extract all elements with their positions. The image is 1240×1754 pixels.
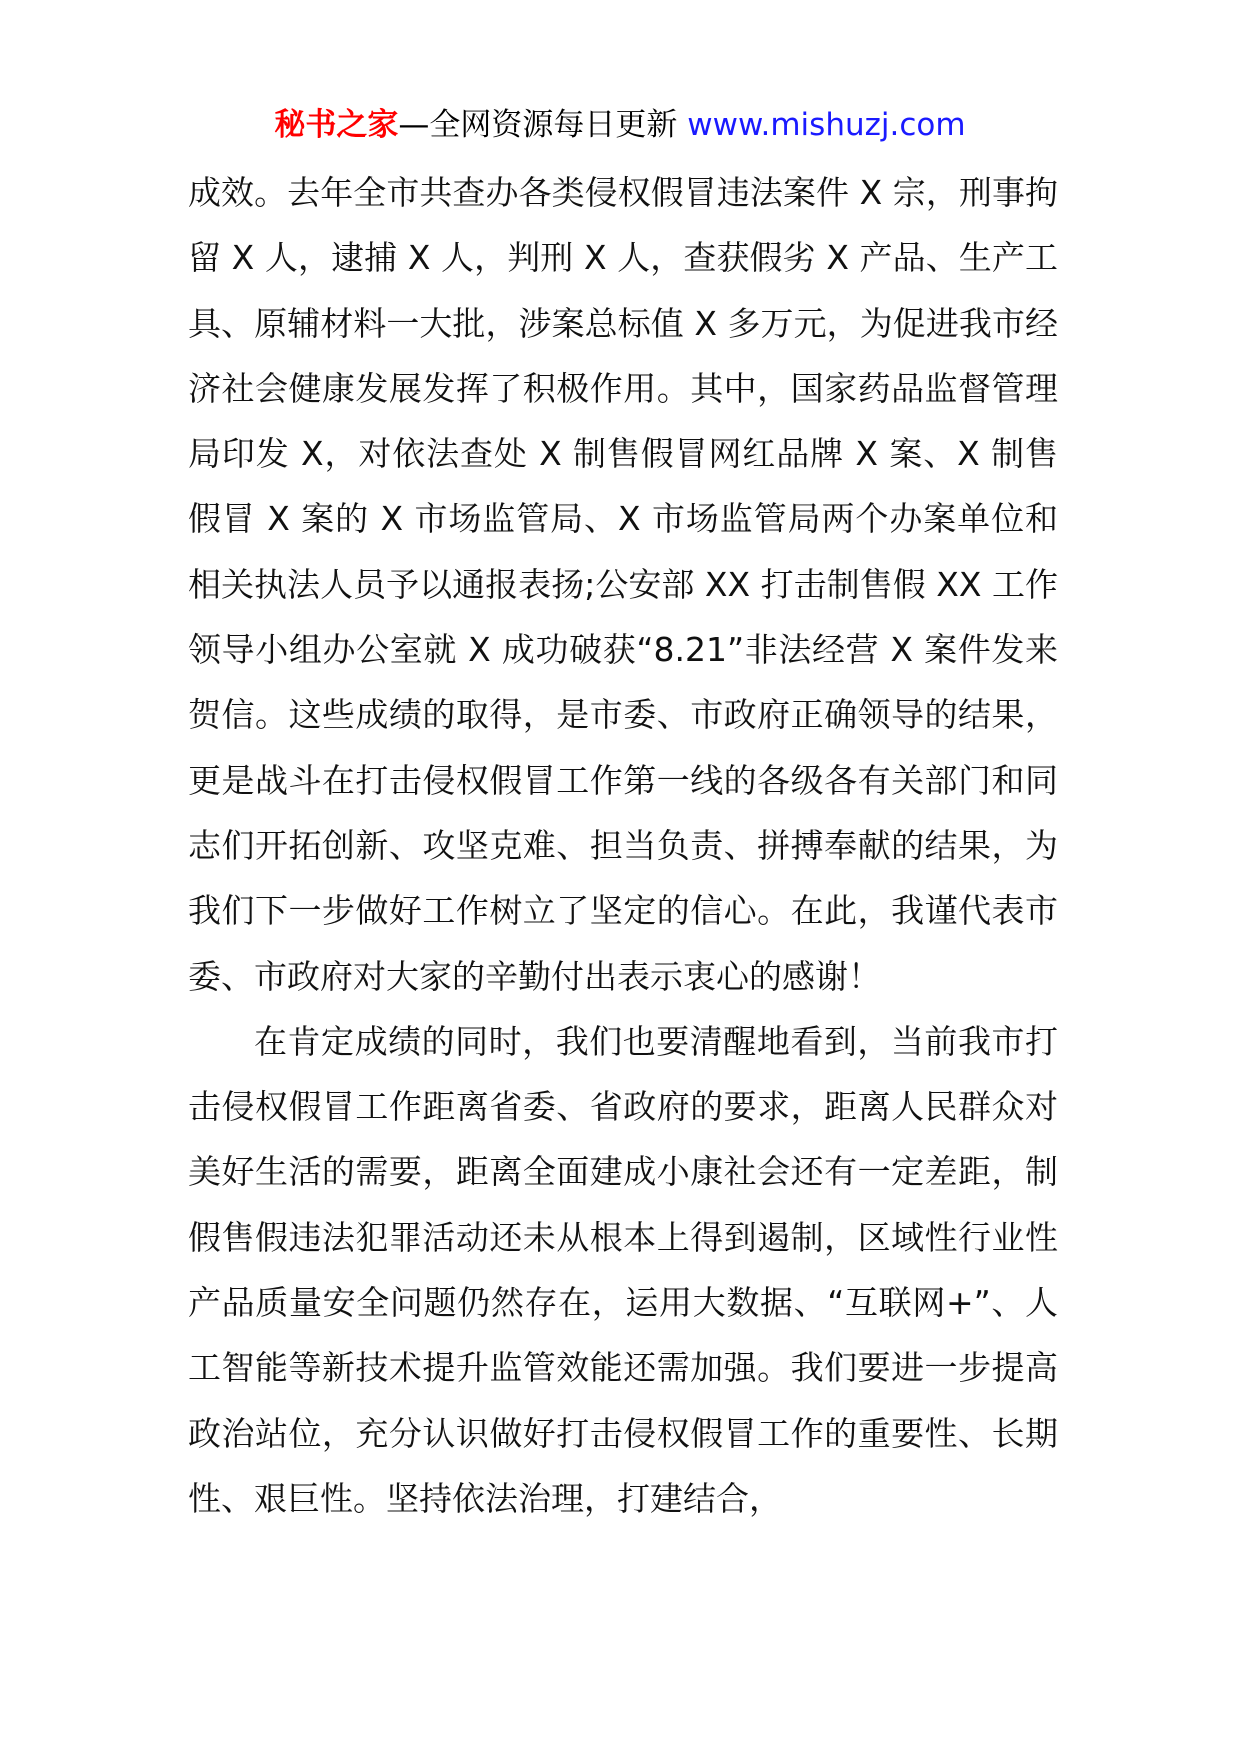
site-url-link[interactable]: www.mishuzj.com xyxy=(687,107,966,143)
brand-name: 秘书之家 xyxy=(274,107,399,143)
site-header xyxy=(0,100,1240,150)
paragraph: 在肯定成绩的同时，我们也要清醒地看到，当前我市打击侵权假冒工作距离省委、省政府的要求，距离人民群众对美好生活的需要，距离全面建成小康社会还有一定差距，制假售假违法犯罪活动还未从根本上得到遏制，区域性行业性产品质量安全问题仍然存在，运用大数据、“互联网+”、人工智能等新技术提升监管效能还需加强。我们要进一步提高政治站位，充分认识做好打击侵权假冒工作的重要性、长期性、艰巨性。坚持依法治理，打建结合， xyxy=(188,1021,1058,1518)
document-body xyxy=(188,160,1058,1531)
header-tagline: —全网资源每日更新 xyxy=(398,107,678,143)
paragraph-continued: 成效。去年全市共查办各类侵权假冒违法案件 X 宗，刑事拘留 X 人，逮捕 X 人，判刑 X 人，查获假劣 X 产品、生产工具、原辅材料一大批，涉案总标值 X 多万元，为促进我市经济社会健康发展发挥了积极作用。其中，国家药品监督管理局印发 X，对依法查处 X 制售假冒网红品牌 X 案、X 制售假冒 X 案的 X 市场监管局、X 市场监管局两个办案单位和相关执法人员予以通报表扬;公安部 XX 打击制售假 XX 工作领导小组办公室就 X 成功破获“8.21”非法经营 X 案件发来贺信。这些成绩的取得，是市委、市政府正确领导的结果，更是战斗在打击侵权假冒工作第一线的各级各有关部门和同志们开拓创新、攻坚克难、担当负责、拼搏奉献的结果，为我们下一步做好工作树立了坚定的信心。在此，我谨代表市委、市政府对大家的辛勤付出表示衷心的感谢！ xyxy=(188,173,1058,996)
